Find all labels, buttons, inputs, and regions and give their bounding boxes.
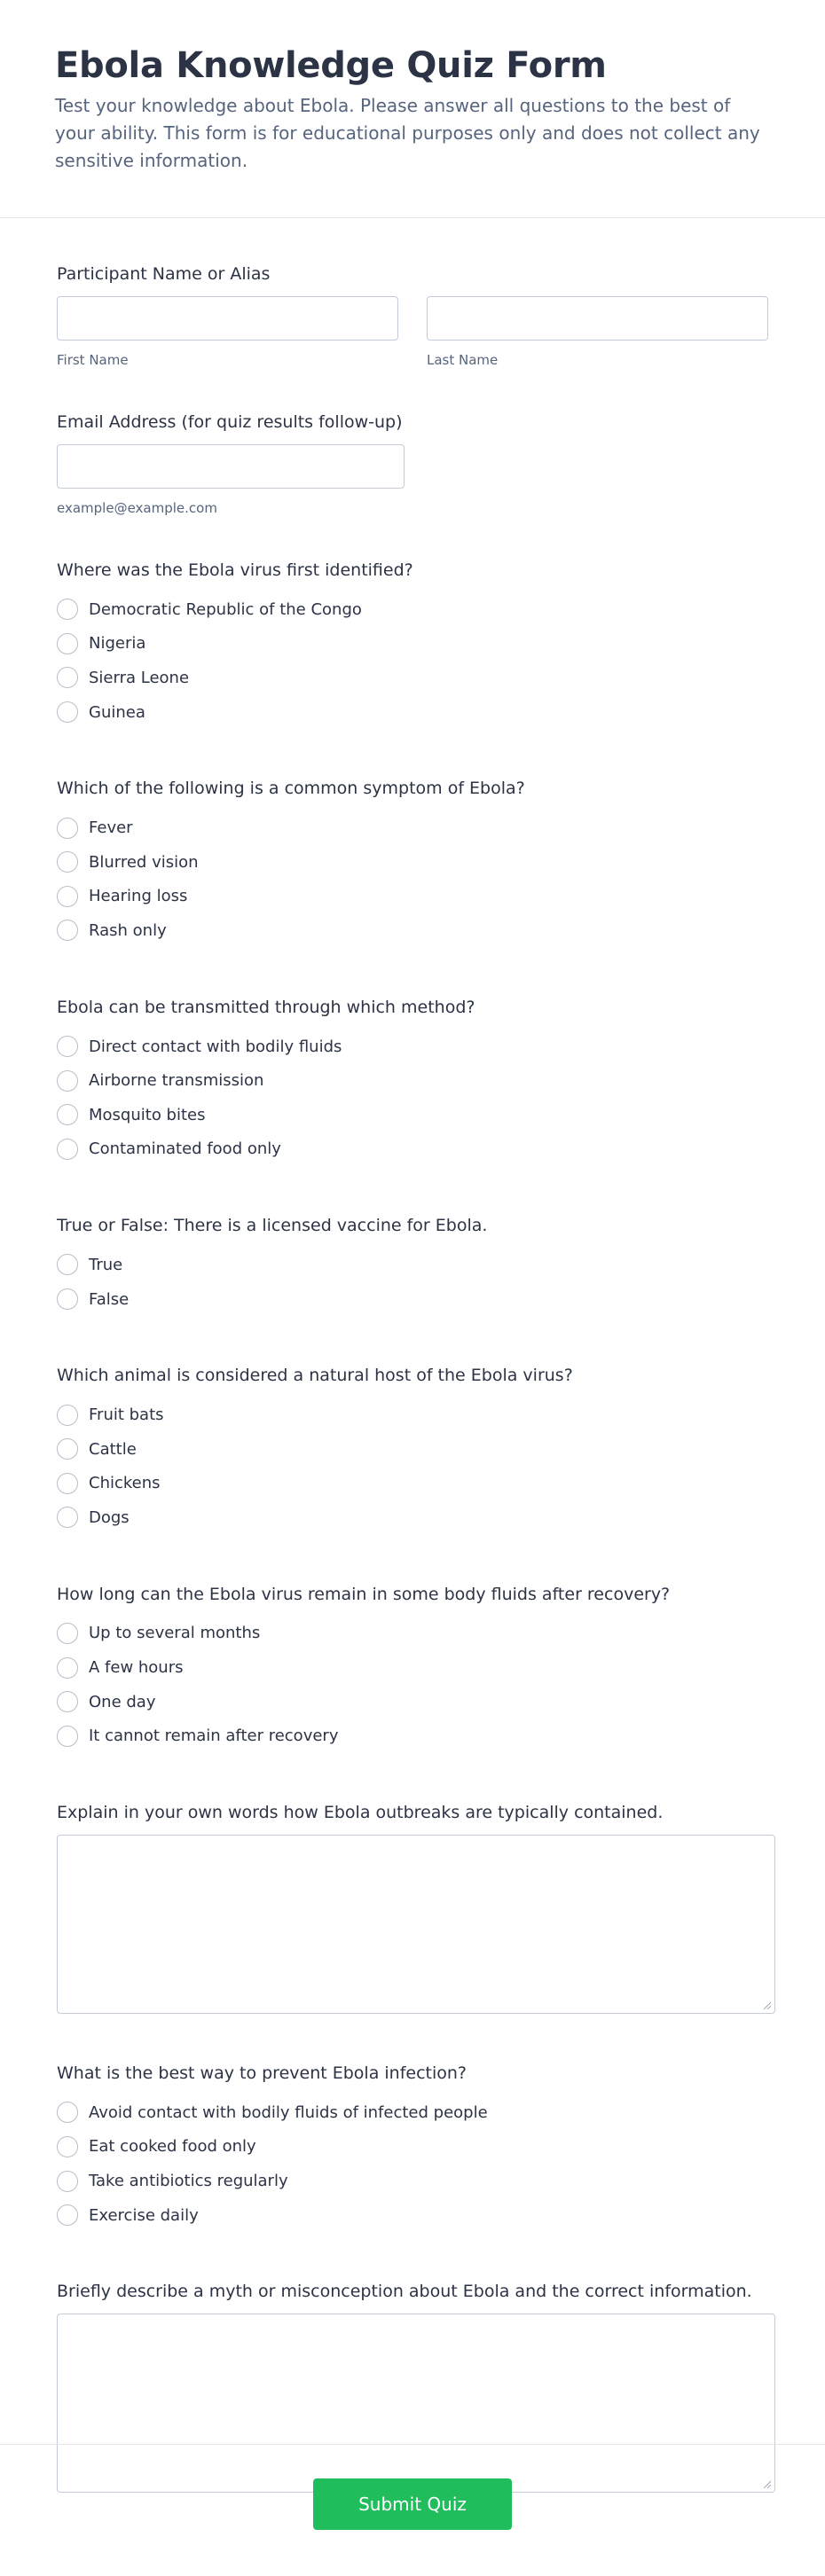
participant-name-field (57, 264, 768, 368)
radio-button[interactable] (57, 1139, 78, 1160)
radio-button[interactable] (57, 2204, 78, 2226)
radio-option[interactable] (57, 1432, 768, 1467)
option-label: Exercise daily (89, 2205, 199, 2225)
radio-button[interactable] (57, 1254, 78, 1275)
email-input[interactable] (57, 444, 405, 489)
radio-option[interactable] (57, 880, 768, 914)
email-label: Email Address (for quiz results follow-up) (57, 412, 403, 432)
radio-option[interactable] (57, 661, 768, 695)
question-label: Which animal is considered a natural host of the Ebola virus? (57, 1366, 573, 1386)
option-label: Airborne transmission (89, 1071, 264, 1091)
radio-option[interactable] (57, 1617, 768, 1651)
option-label: Guinea (89, 702, 145, 722)
question-label: Which of the following is a common symptom of Ebola? (57, 779, 525, 799)
radio-option[interactable] (57, 2095, 768, 2130)
radio-button[interactable] (57, 818, 78, 839)
radio-option[interactable] (57, 1248, 768, 1282)
radio-button[interactable] (57, 1405, 78, 1426)
radio-option[interactable] (57, 810, 768, 845)
radio-option[interactable] (57, 1398, 768, 1432)
option-label: Blurred vision (89, 852, 199, 872)
radio-button[interactable] (57, 1473, 78, 1494)
option-label: Avoid contact with bodily fluids of infected people (89, 2102, 488, 2122)
option-label: Contaminated food only (89, 1139, 281, 1159)
option-label: False (89, 1289, 130, 1309)
radio-option[interactable] (57, 2198, 768, 2233)
quiz-form (0, 218, 825, 2493)
radio-button[interactable] (57, 1623, 78, 1644)
radio-button[interactable] (57, 1288, 78, 1310)
radio-option[interactable] (57, 1098, 768, 1132)
participant-name-label: Participant Name or Alias (57, 264, 271, 284)
email-field (57, 412, 768, 516)
radio-button[interactable] (57, 1691, 78, 1712)
option-label: Hearing loss (89, 887, 188, 906)
question-body-fluids-duration (57, 1585, 768, 1753)
option-label: Chickens (89, 1474, 161, 1493)
radio-button[interactable] (57, 1507, 78, 1528)
option-label: Dogs (89, 1507, 130, 1527)
question-transmission (57, 998, 768, 1166)
first-name-input[interactable] (57, 296, 398, 341)
resize-grip-icon[interactable] (763, 2001, 771, 2009)
option-label: Sierra Leone (89, 668, 190, 687)
form-description: Test your knowledge about Ebola. Please answer all questions to the best of your ability. This form is for educational purposes only and does not collect any sensitive information. (55, 95, 760, 171)
option-label: It cannot remain after recovery (89, 1726, 339, 1746)
radio-option[interactable] (57, 1030, 768, 1064)
option-label: Mosquito bites (89, 1105, 206, 1124)
outbreak-containment-label: Explain in your own words how Ebola outbreaks are typically contained. (57, 1803, 664, 1823)
radio-button[interactable] (57, 2171, 78, 2192)
option-label: One day (89, 1692, 156, 1711)
radio-button[interactable] (57, 1036, 78, 1057)
radio-option[interactable] (57, 845, 768, 880)
last-name-sublabel: Last Name (427, 352, 499, 368)
radio-button[interactable] (57, 1070, 78, 1092)
radio-button[interactable] (57, 2136, 78, 2157)
radio-button[interactable] (57, 599, 78, 620)
radio-option[interactable] (57, 1719, 768, 1753)
radio-button[interactable] (57, 1726, 78, 1747)
myth-misconception-label: Briefly describe a myth or misconception about Ebola and the correct information. (57, 2282, 752, 2302)
radio-option[interactable] (57, 695, 768, 730)
radio-option[interactable] (57, 1467, 768, 1501)
radio-button[interactable] (57, 633, 78, 654)
outbreak-containment-field (57, 1803, 768, 2014)
radio-option[interactable] (57, 627, 768, 662)
option-label: A few hours (89, 1658, 184, 1678)
form-header (0, 0, 825, 218)
option-label: Nigeria (89, 634, 146, 654)
radio-option[interactable] (57, 1132, 768, 1167)
question-label: Ebola can be transmitted through which method? (57, 997, 475, 1017)
radio-option[interactable] (57, 2130, 768, 2165)
question-natural-host (57, 1366, 768, 1534)
radio-button[interactable] (57, 667, 78, 688)
radio-option[interactable] (57, 1650, 768, 1685)
radio-button[interactable] (57, 1657, 78, 1679)
last-name-input[interactable] (427, 296, 768, 341)
option-label: Eat cooked food only (89, 2137, 256, 2157)
form-footer (0, 2444, 825, 2576)
submit-quiz-button[interactable]: Submit Quiz (313, 2478, 512, 2530)
option-label: True (89, 1255, 123, 1274)
option-label: Cattle (89, 1439, 137, 1459)
question-label: How long can the Ebola virus remain in some body fluids after recovery? (57, 1584, 671, 1604)
first-name-sublabel: First Name (57, 352, 129, 368)
radio-button[interactable] (57, 1104, 78, 1125)
radio-button[interactable] (57, 851, 78, 873)
question-vaccine (57, 1216, 768, 1316)
option-label: Democratic Republic of the Congo (89, 599, 362, 619)
radio-button[interactable] (57, 2102, 78, 2123)
radio-button[interactable] (57, 1438, 78, 1460)
option-label: Take antibiotics regularly (89, 2172, 288, 2191)
option-label: Fever (89, 818, 133, 838)
radio-button[interactable] (57, 886, 78, 907)
outbreak-containment-textarea[interactable] (57, 1835, 775, 2014)
radio-option[interactable] (57, 592, 768, 627)
question-common-symptom (57, 779, 768, 947)
option-label: Rash only (89, 920, 167, 940)
question-label: True or False: There is a licensed vaccine for Ebola. (57, 1216, 488, 1236)
question-label: Where was the Ebola virus first identified? (57, 560, 413, 580)
option-label: Up to several months (89, 1624, 261, 1643)
radio-option[interactable] (57, 2164, 768, 2198)
radio-option[interactable] (57, 1282, 768, 1317)
radio-button[interactable] (57, 920, 78, 941)
question-first-identified (57, 560, 768, 729)
radio-option[interactable] (57, 1685, 768, 1719)
radio-option[interactable] (57, 1063, 768, 1098)
question-label: What is the best way to prevent Ebola infection? (57, 2063, 468, 2084)
question-prevention (57, 2063, 768, 2232)
email-sublabel: example@example.com (57, 500, 217, 516)
form-title: Ebola Knowledge Quiz Form (55, 45, 607, 86)
option-label: Fruit bats (89, 1405, 164, 1425)
option-label: Direct contact with bodily fluids (89, 1037, 342, 1056)
radio-option[interactable] (57, 913, 768, 948)
radio-option[interactable] (57, 1500, 768, 1535)
radio-button[interactable] (57, 701, 78, 723)
